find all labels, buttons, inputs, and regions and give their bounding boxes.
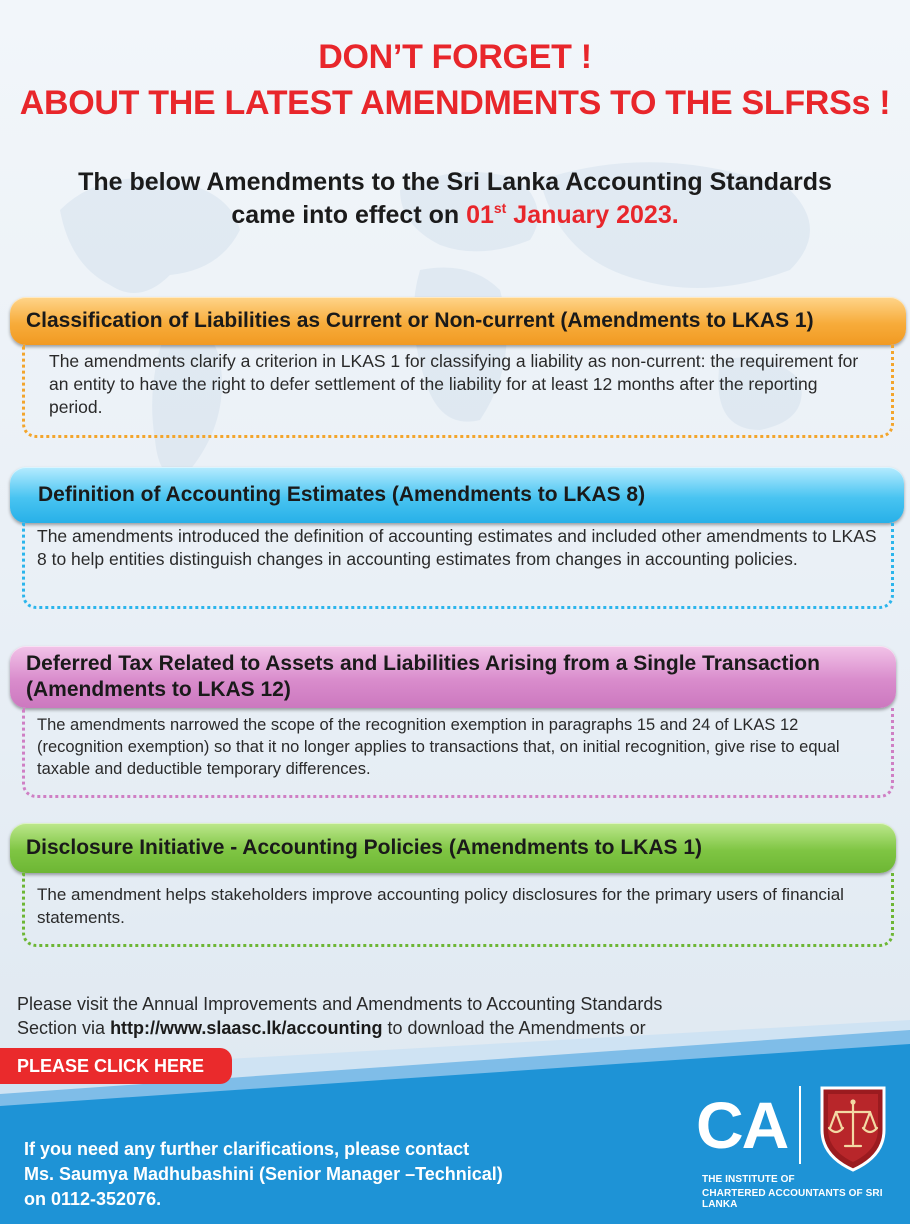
visit-line-1: Please visit the Annual Improvements and Amendments to Accounting Standards: [17, 994, 663, 1014]
intro-line-2: [0, 200, 910, 230]
logo-text-line-2: CHARTERED ACCOUNTANTS OF SRI LANKA: [702, 1188, 883, 1210]
logo-divider: [799, 1086, 801, 1164]
amendment-title-lkas8: Definition of Accounting Estimates (Amendments to LKAS 8): [10, 467, 904, 523]
date-day: 01: [466, 201, 494, 229]
effective-date: [466, 201, 679, 229]
contact-line-3: on 0112-352076.: [24, 1189, 162, 1209]
headline-line-2: ABOUT THE LATEST AMENDMENTS TO THE SLFRSs !: [19, 84, 891, 122]
amendment-title-lkas12: Deferred Tax Related to Assets and Liabilities Arising from a Single Transaction (Amendments to LKAS 12): [10, 646, 896, 708]
amendment-description-lkas1-disclosure: The amendment helps stakeholders improve accounting policy disclosures for the primary users of financial statements.: [22, 873, 894, 947]
please-click-here-button[interactable]: PLEASE CLICK HERE: [0, 1048, 232, 1084]
amendment-title-lkas1-classification: Classification of Liabilities as Current or Non-current (Amendments to LKAS 1): [10, 297, 906, 345]
visit-prefix: Section via: [17, 1018, 111, 1038]
headline-line-1: DON’T FORGET !: [318, 38, 592, 76]
date-suffix: st: [493, 200, 507, 216]
intro-prefix: came into effect on: [231, 201, 467, 229]
contact-line-1: If you need any further clarifications, please contact: [24, 1139, 470, 1159]
amendment-description-lkas1-classification: The amendments clarify a criterion in LKAS 1 for classifying a liability as non-current: the requirement for an entity to have the right to defer settlement of the liability for at least 12 months after the reporting period.: [22, 345, 894, 438]
contact-line-2: Ms. Saumya Madhubashini (Senior Manager –Technical): [24, 1164, 503, 1184]
logo-text-line-1: THE INSTITUTE OF: [702, 1174, 795, 1185]
contact-info: [24, 1137, 624, 1212]
date-rest: January 2023.: [506, 201, 679, 229]
slaasc-accounting-link[interactable]: http://www.slaasc.lk/accounting: [110, 1018, 383, 1038]
visit-suffix: to download the Amendments or: [382, 1018, 646, 1038]
amendment-title-lkas1-disclosure: Disclosure Initiative - Accounting Policies (Amendments to LKAS 1): [10, 823, 896, 873]
amendment-description-lkas12: The amendments narrowed the scope of the recognition exemption in paragraphs 15 and 24 of LKAS 12 (recognition exemption) so that it no longer applies to transactions that, on initial recognition, give rise to equal taxable and deductible temporary differences.: [22, 708, 894, 798]
amendment-description-lkas8: The amendments introduced the definition of accounting estimates and included other amendments to LKAS 8 to help entities distinguish changes in accounting estimates from changes in accounting policies.: [22, 523, 894, 609]
scales-crest-icon: [818, 1084, 888, 1172]
ca-logo-mark: CA: [696, 1088, 788, 1162]
intro-line-1: The below Amendments to the Sri Lanka Accounting Standards: [78, 168, 832, 196]
